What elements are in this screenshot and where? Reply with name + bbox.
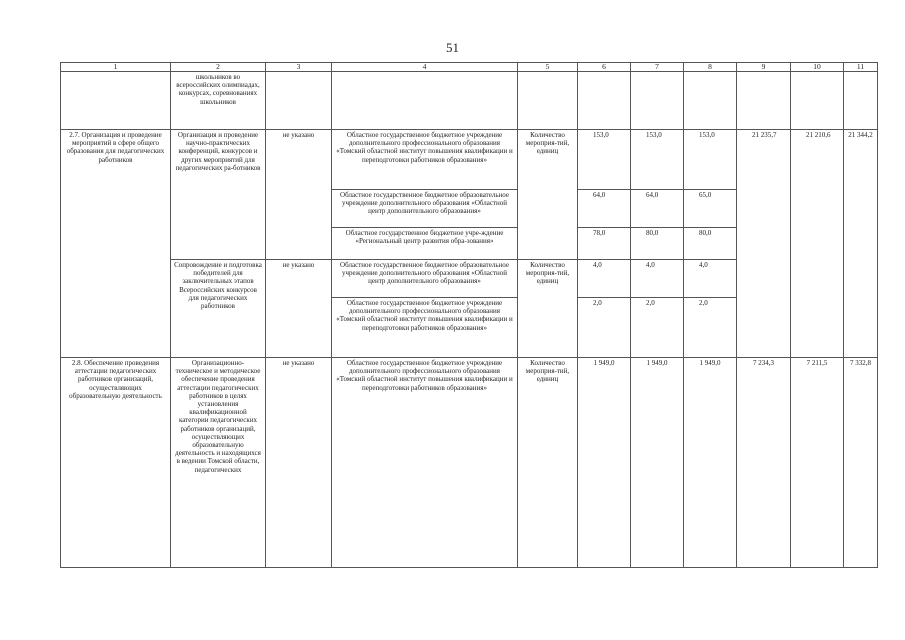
header-cell: 1 (61, 63, 171, 72)
header-cell: 8 (684, 63, 737, 72)
activity-cell: Организационно-техническое и методическое обеспечение проведения аттестации педагогических работников в целях установления квалификационной категории педагогических работников организаций, осуществляющих образовательную деятельность и находящихся в ведении Томской области, педагогических (171, 358, 266, 568)
value-cell: 1 949,0 (578, 358, 631, 568)
value-cell: 4,0 (631, 260, 684, 298)
org-cell: Областное государственное бюджетное учреждение дополнительного профессионального образования «Томский областной институт повышения квалификации и переподготовки работников образования» (332, 298, 518, 358)
unit-cell: Количество мероприя-тий, единиц (518, 358, 578, 568)
value-cell: 2,0 (578, 298, 631, 358)
header-cell: 2 (171, 63, 266, 72)
value-cell: 80,0 (684, 228, 737, 260)
table-row (61, 72, 878, 130)
value-cell: 153,0 (631, 130, 684, 190)
value-cell: 64,0 (631, 190, 684, 228)
header-cell: 6 (578, 63, 631, 72)
org-cell: Областное государственное бюджетное учре-ждение «Региональный центр развития обра-зования» (332, 228, 518, 260)
source-cell: не указано (266, 260, 332, 358)
header-cell: 5 (518, 63, 578, 72)
org-cell: Областное государственное бюджетное образовательное учреждение дополнительного образования «Областной центр дополнительного образования» (332, 190, 518, 228)
header-cell: 7 (631, 63, 684, 72)
value-cell: 7 332,8 (844, 358, 878, 568)
value-cell: 153,0 (578, 130, 631, 190)
activity-cell: школьников во всероссийских олимпиадах, конкурсах, соревнованиях школьников (171, 72, 266, 130)
value-cell: 153,0 (684, 130, 737, 190)
activity-cell: Организация и проведение научно-практических конференций, конкурсов и других мероприятий для педагогических ра-ботников (171, 130, 266, 260)
section-title: 2.8. Обеспечение проведения аттестации педагогических работников организаций, осуществляющих образовательную деятельность (61, 358, 171, 568)
value-cell: 78,0 (578, 228, 631, 260)
value-cell: 21 344,2 (844, 130, 878, 358)
unit-cell: Количество мероприя-тий, единиц (518, 130, 578, 260)
program-table (60, 62, 878, 568)
section-title: 2.7. Организация и проведение мероприятий в сфере общего образования для педагогических работников (61, 130, 171, 358)
value-cell: 1 949,0 (631, 358, 684, 568)
value-cell: 2,0 (631, 298, 684, 358)
header-cell: 3 (266, 63, 332, 72)
value-cell: 65,0 (684, 190, 737, 228)
value-cell: 2,0 (684, 298, 737, 358)
header-cell: 10 (791, 63, 844, 72)
value-cell: 7 234,3 (737, 358, 791, 568)
page-number: 51 (446, 40, 459, 55)
value-cell: 21 235,7 (737, 130, 791, 358)
value-cell: 80,0 (631, 228, 684, 260)
header-row (61, 63, 878, 72)
source-cell: не указано (266, 130, 332, 260)
unit-cell: Количество мероприя-тий, единиц (518, 260, 578, 358)
table-row (61, 358, 878, 568)
org-cell: Областное государственное бюджетное учреждение дополнительного профессионального образования «Томский областной институт повышения квалификации и переподготовки работников образования» (332, 358, 518, 568)
value-cell: 21 210,6 (791, 130, 844, 358)
value-cell: 4,0 (684, 260, 737, 298)
header-cell: 11 (844, 63, 878, 72)
table-row (61, 130, 878, 190)
value-cell: 7 211,5 (791, 358, 844, 568)
value-cell: 64,0 (578, 190, 631, 228)
org-cell: Областное государственное бюджетное образовательное учреждение дополнительного образования «Областной центр дополнительного образования» (332, 260, 518, 298)
header-cell: 4 (332, 63, 518, 72)
activity-cell: Сопровождение и подготовка победителей для заключительных этапов Всероссийских конкурсов для педагогических работников (171, 260, 266, 358)
value-cell: 4,0 (578, 260, 631, 298)
org-cell: Областное государственное бюджетное учреждение дополнительного профессионального образования «Томский областной институт повышения квалификации и переподготовки работников образования» (332, 130, 518, 190)
header-cell: 9 (737, 63, 791, 72)
value-cell: 1 949,0 (684, 358, 737, 568)
source-cell: не указано (266, 358, 332, 568)
